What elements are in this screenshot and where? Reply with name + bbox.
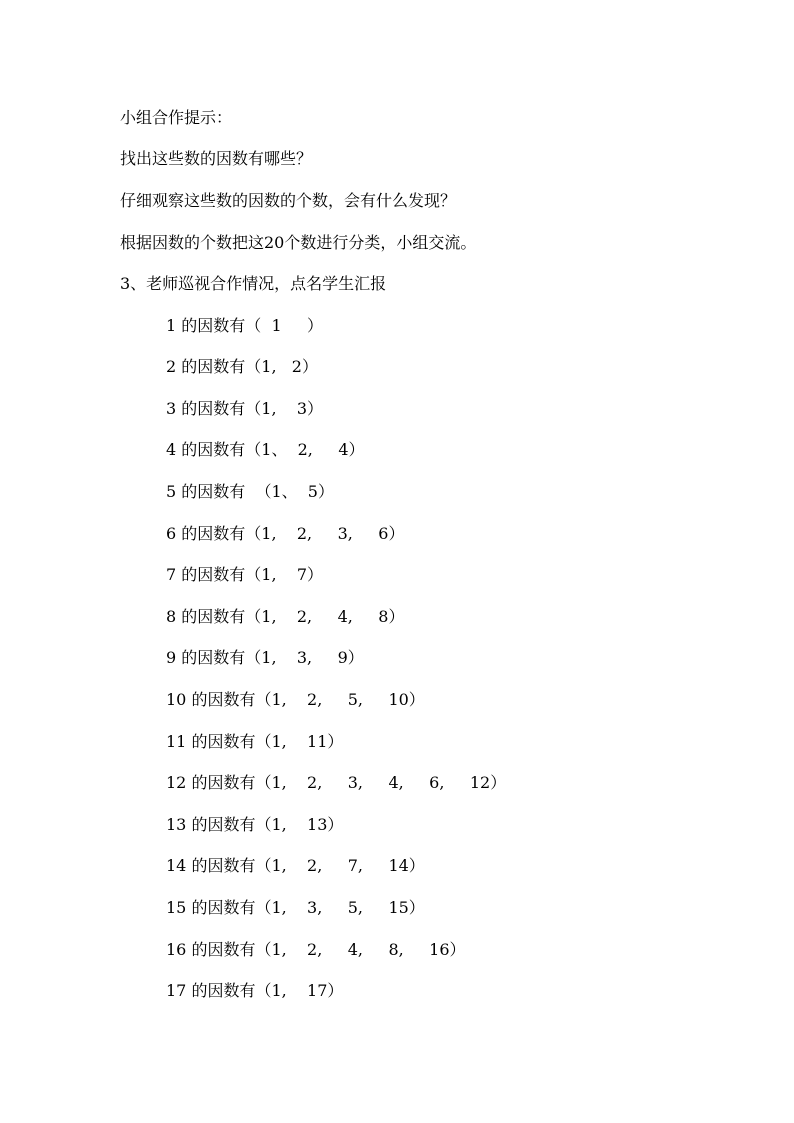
factor-line: 8 的因数有（1, 2, 4, 8） (166, 607, 405, 626)
factor-line: 10 的因数有（1, 2, 5, 10） (166, 690, 425, 709)
factor-line: 12 的因数有（1, 2, 3, 4, 6, 12） (166, 773, 507, 792)
factor-line: 17 的因数有（1, 17） (166, 981, 344, 1000)
factor-line: 13 的因数有（1, 13） (166, 815, 344, 834)
factor-line: 6 的因数有（1, 2, 3, 6） (166, 524, 405, 543)
factor-line: 14 的因数有（1, 2, 7, 14） (166, 856, 425, 875)
factor-line: 16 的因数有（1, 2, 4, 8, 16） (166, 940, 466, 959)
factor-line: 1 的因数有（ 1 ） (166, 316, 324, 335)
factor-line: 11 的因数有（1, 11） (166, 732, 344, 751)
question-observe-count: 仔细观察这些数的因数的个数，会有什么发现？ (120, 191, 457, 210)
question-classify: 根据因数的个数把这20个数进行分类，小组交流。 (120, 233, 477, 252)
factor-line: 7 的因数有（1, 7） (166, 565, 324, 584)
factor-line: 4 的因数有（1、 2, 4） (166, 440, 365, 459)
factor-line: 3 的因数有（1, 3） (166, 399, 324, 418)
question-find-factors: 找出这些数的因数有哪些？ (120, 149, 313, 168)
factor-line: 9 的因数有（1, 3, 9） (166, 648, 364, 667)
hint-title: 小组合作提示： (120, 108, 233, 127)
factor-line: 15 的因数有（1, 3, 5, 15） (166, 898, 425, 917)
step-3-heading: 3、老师巡视合作情况，点名学生汇报 (120, 274, 387, 293)
factor-line: 5 的因数有 （1、 5） (166, 482, 334, 501)
factor-line: 2 的因数有（1, 2） (166, 357, 318, 376)
